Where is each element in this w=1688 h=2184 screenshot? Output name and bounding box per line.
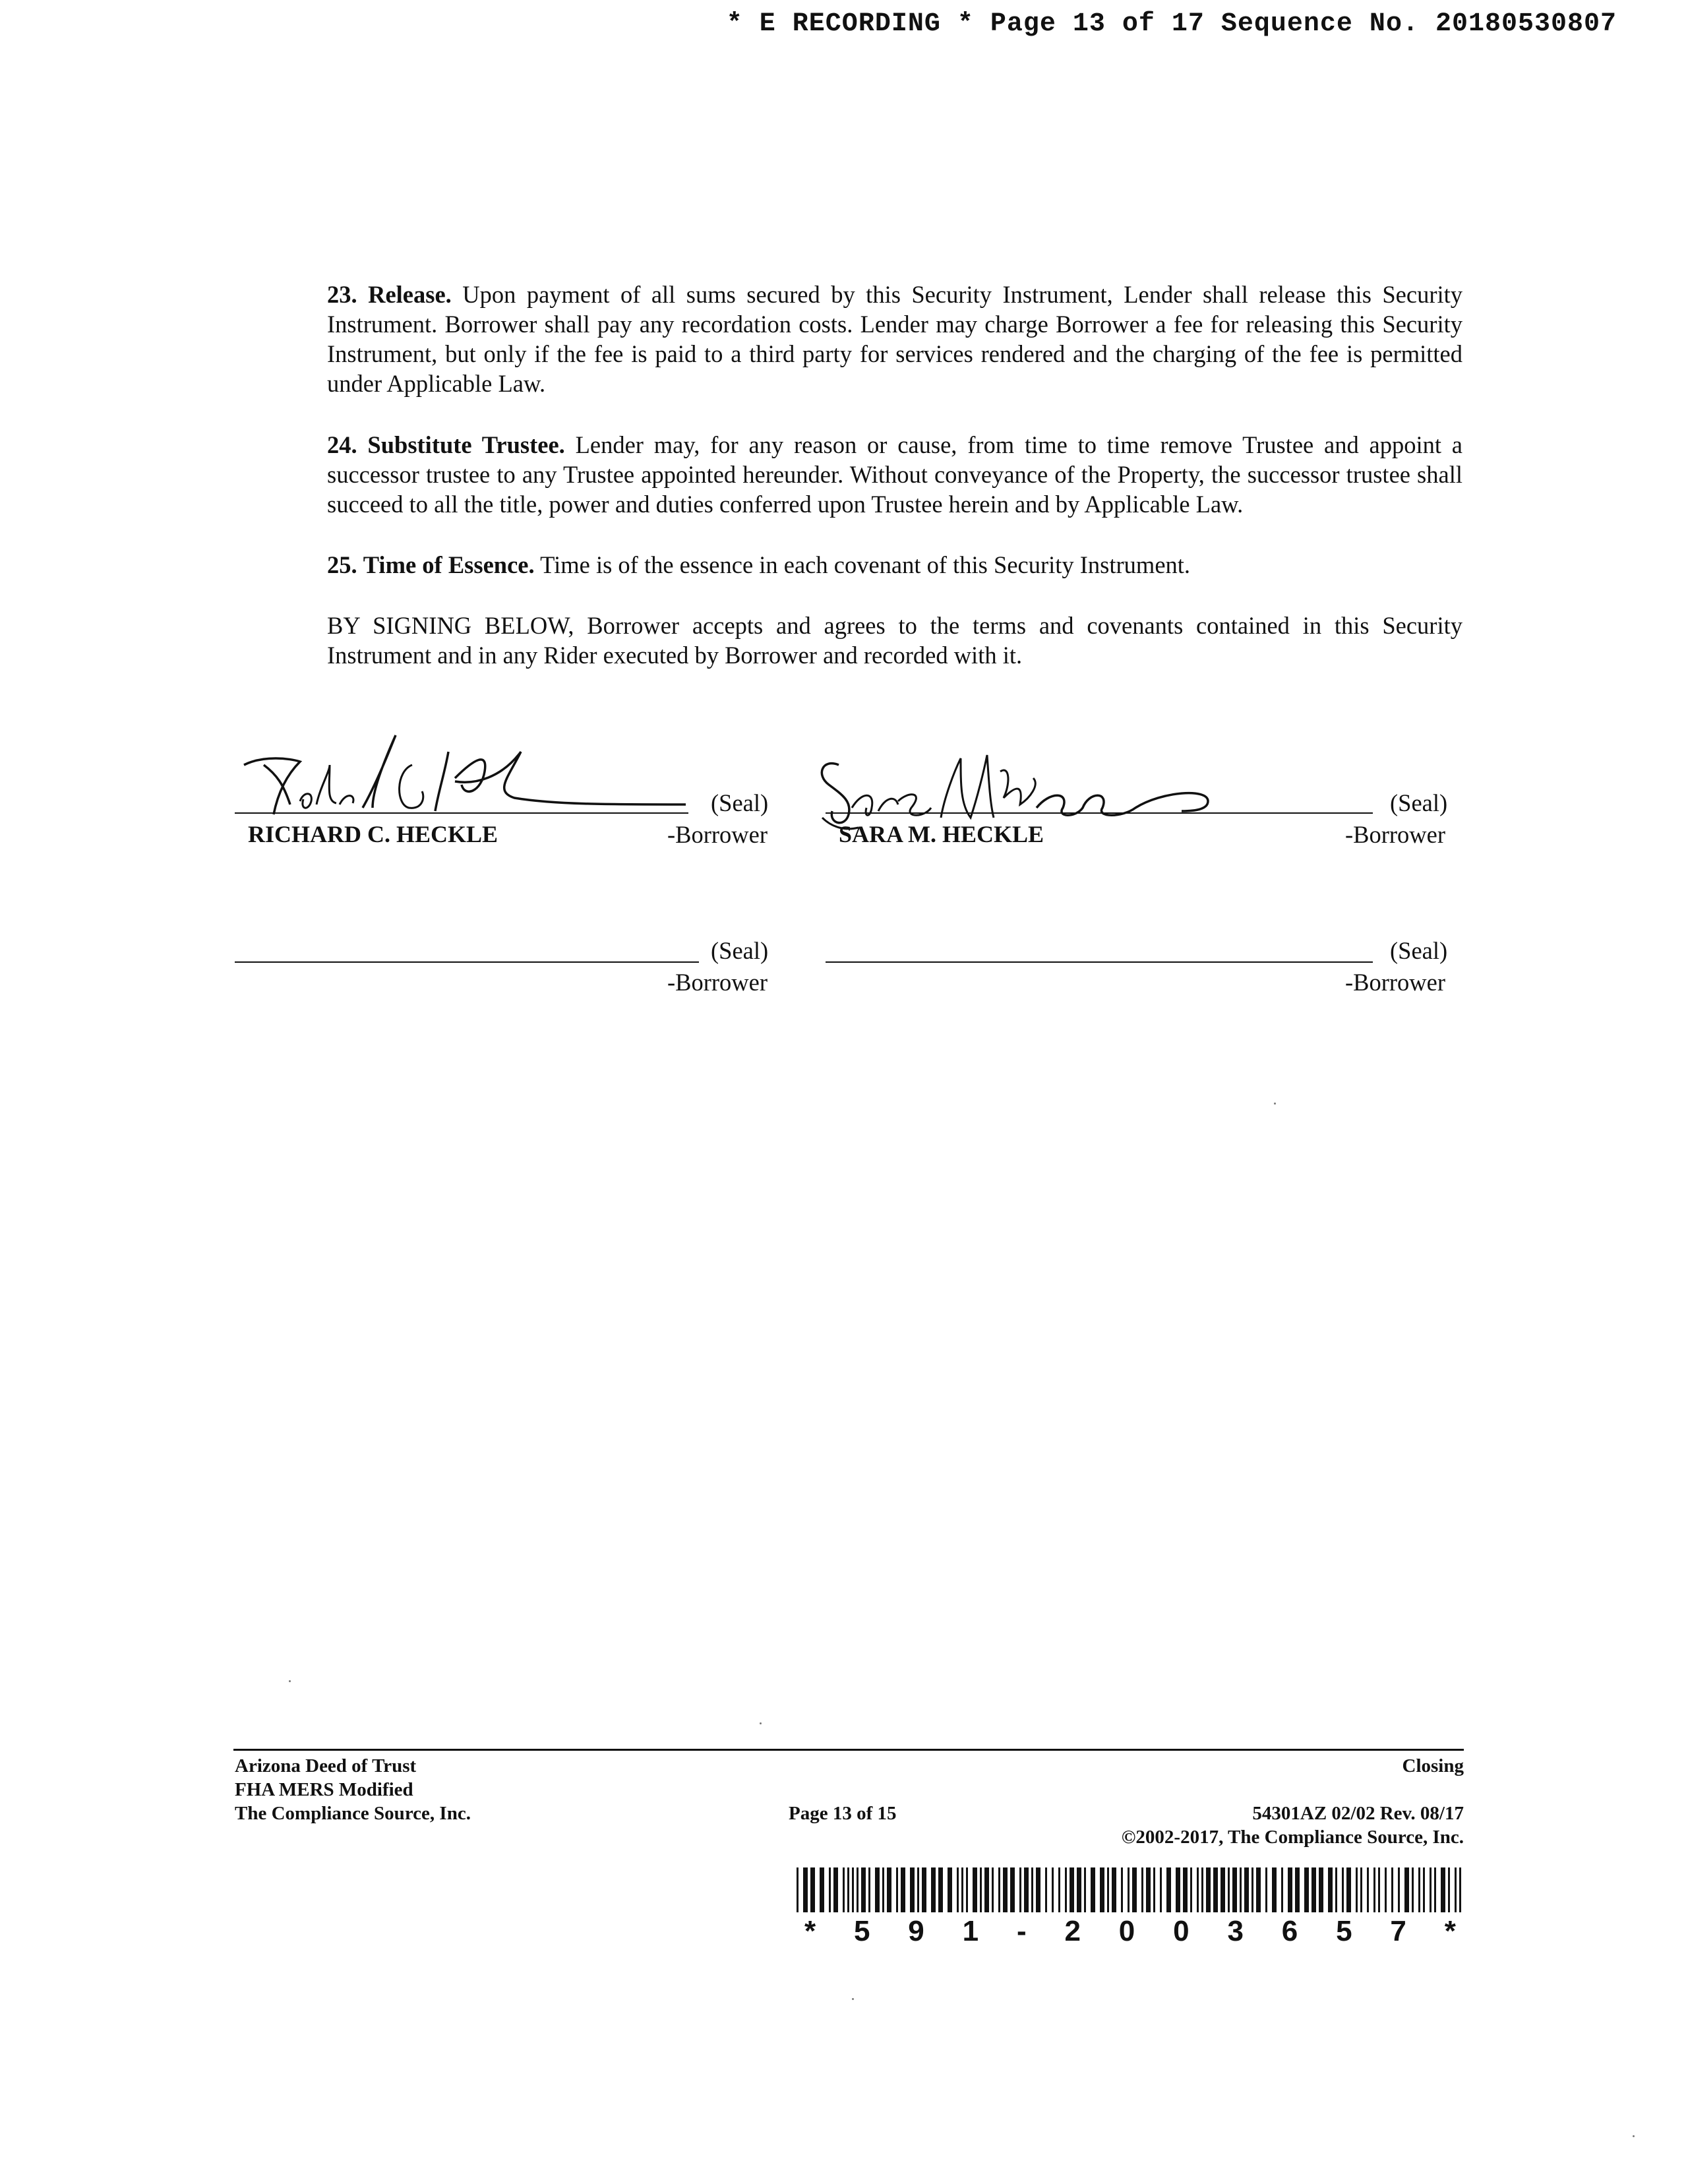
barcode-bar [1183,1867,1188,1912]
barcode-bar [803,1867,808,1912]
signer-role: -Borrower [667,969,768,996]
scan-speck [1274,1103,1276,1105]
section-text: Upon payment of all sums secured by this Security Instrument, Lender shall release this Security Instrument. Borrower shall pay any recordation costs. Lender may charge Borrower a fee for releasing this Security Instrument, but only if the fee is paid to a third party for services rendered and the charging of the fee is permitted under Applicable Law. [327,281,1463,397]
barcode-character: 0 [1118,1915,1135,1947]
barcode-bar [875,1867,880,1912]
barcode-bar [1328,1867,1333,1912]
footer-rule [233,1749,1464,1751]
barcode-bar [1190,1867,1192,1912]
footer-closing: Closing [1402,1755,1464,1776]
section-number: 24. [327,431,357,458]
barcode-character: 0 [1173,1915,1190,1947]
barcode-bar [810,1867,815,1912]
barcode-bar [973,1867,977,1912]
recording-stamp: * E RECORDING * Page 13 of 17 Sequence No. 20180530807 [726,9,1617,39]
barcode-bar [1010,1867,1015,1912]
barcode-bar [1213,1867,1218,1912]
barcode-bar [1412,1867,1414,1912]
barcode-bar [1003,1867,1008,1912]
scan-speck [289,1680,291,1682]
barcode-bar [1423,1867,1425,1912]
footer-form-title: Arizona Deed of Trust [235,1755,417,1776]
footer-right [1122,1802,1464,1849]
barcode-bar [1024,1867,1029,1912]
barcode-bar [1295,1867,1300,1912]
barcode-bars [795,1867,1465,1914]
barcode-bar [1272,1867,1277,1912]
closing-statement-text: BY SIGNING BELOW, Borrower accepts and agrees to the terms and covenants contained in this Security Instrument and in any Rider executed by Borrower and recorded with it. [327,612,1462,669]
barcode-bar [857,1867,859,1912]
barcode-bar [1019,1867,1021,1912]
signature-line [235,961,699,963]
footer-form-subtitle: FHA MERS Modified [235,1779,413,1800]
barcode-bar [896,1867,898,1912]
barcode-bar [1448,1867,1450,1912]
barcode-bar [861,1867,866,1912]
barcode-bar [1141,1867,1143,1912]
barcode-bar [1404,1867,1409,1912]
barcode-bar [1319,1867,1323,1912]
barcode-bar [1378,1867,1380,1912]
barcode-bar [1335,1867,1337,1912]
barcode-bar [910,1867,915,1912]
barcode-bar [1244,1867,1249,1912]
barcode-bar [1160,1867,1162,1912]
barcode-character: 6 [1281,1915,1298,1947]
signer-role: -Borrower [667,821,768,848]
barcode-bar [797,1867,799,1912]
barcode-bar [1311,1867,1316,1912]
barcode-bar [1201,1867,1203,1912]
signature-line [235,812,688,814]
barcode-bar [887,1867,891,1912]
barcode-human-readable [795,1915,1465,1948]
barcode-bar [829,1867,831,1912]
footer-form-code: 54301AZ 02/02 Rev. 08/17 [1252,1803,1464,1824]
barcode-bar [1153,1867,1155,1912]
section-number: 23. [327,281,357,308]
barcode-bar [1121,1867,1123,1912]
barcode-character: 5 [1336,1915,1352,1947]
barcode-bar [852,1867,854,1912]
signer-role: -Borrower [1345,969,1446,996]
scan-speck [1633,2135,1635,2137]
barcode-bar [984,1867,989,1912]
barcode-character: 3 [1227,1915,1244,1947]
barcode-bar [1281,1867,1283,1912]
barcode-bar [1360,1867,1362,1912]
scan-speck [852,1998,854,2000]
barcode-character: 5 [853,1915,870,1947]
section-substitute-trustee [235,430,1462,519]
barcode-bar [998,1867,1000,1912]
barcode-bar [1385,1867,1387,1912]
barcode-bar [843,1867,845,1912]
barcode-bar [938,1867,943,1912]
barcode-bar [1256,1867,1261,1912]
barcode-bar [917,1867,919,1912]
barcode-bar [847,1867,849,1912]
signer-role: -Borrower [1345,821,1446,848]
barcode-bar [1232,1867,1237,1912]
seal-label: (Seal) [711,789,769,816]
footer-publisher: The Compliance Source, Inc. [235,1803,471,1824]
barcode-bar [1206,1867,1211,1912]
barcode-bar [922,1867,926,1912]
section-title: Time of Essence. [363,551,535,578]
barcode-bar [957,1867,959,1912]
barcode-bar [1107,1867,1109,1912]
barcode-bar [1228,1867,1230,1912]
richard-signature-image [237,725,699,824]
barcode-bar [1455,1867,1457,1912]
section-text: Lender may, for any reason or cause, from time to time remove Trustee and appoint a successor trustee to any Trustee appointed hereunder. Without conveyance of the Property, the successor trustee shall succeed to all the title, power and duties conferred upon Trustee herein and by Applicable Law. [327,431,1462,518]
barcode-bar [1342,1867,1344,1912]
barcode-bar [1031,1867,1033,1912]
barcode-bar [1251,1867,1253,1912]
barcode-bar [1036,1867,1040,1912]
barcode-bar [1373,1867,1375,1912]
barcode-bar [1441,1867,1445,1912]
signature-line [826,812,1373,814]
barcode-bar [1052,1867,1054,1912]
barcode-bar [1430,1867,1432,1912]
barcode-bar [961,1867,963,1912]
barcode-character: * [1444,1915,1456,1947]
footer-left [235,1754,471,1825]
barcode-bar [966,1867,968,1912]
barcode-bar [1221,1867,1225,1912]
barcode-bar [1065,1867,1067,1912]
barcode-bar [1084,1867,1086,1912]
section-title: Release. [368,281,452,308]
barcode-bar [1459,1867,1461,1912]
barcode-bar [1288,1867,1292,1912]
barcode-bar [1070,1867,1074,1912]
footer-page-label: Page 13 of 15 [789,1803,897,1824]
barcode-bar [1265,1867,1267,1912]
seal-label: (Seal) [711,937,769,964]
barcode-bar [948,1867,952,1912]
barcode-bar [1398,1867,1400,1912]
barcode-bar [1100,1867,1104,1912]
barcode-bar [931,1867,936,1912]
section-text: Time is of the essence in each covenant of this Security Instrument. [540,551,1191,578]
barcode-bar [1240,1867,1242,1912]
barcode-character: 1 [962,1915,979,1947]
signer-name: SARA M. HECKLE [839,821,1044,847]
barcode-bar [1356,1867,1358,1912]
barcode [795,1867,1465,1947]
section-time-of-essence [235,550,1462,580]
barcode-bar [1091,1867,1095,1912]
barcode-character: * [804,1915,816,1947]
barcode-bar [1367,1867,1369,1912]
barcode-bar [1434,1867,1436,1912]
barcode-bar [1146,1867,1151,1912]
closing-statement [235,611,1462,670]
barcode-bar [882,1867,884,1912]
barcode-bar [1132,1867,1137,1912]
barcode-character: 9 [908,1915,924,1947]
barcode-bar [1304,1867,1309,1912]
seal-label: (Seal) [1390,789,1448,816]
barcode-bar [1077,1867,1081,1912]
barcode-character: - [1016,1915,1027,1947]
barcode-character: 2 [1064,1915,1081,1947]
section-number: 25. [327,551,357,578]
barcode-bar [1418,1867,1420,1912]
barcode-bar [1128,1867,1130,1912]
section-release [235,280,1462,398]
barcode-bar [980,1867,982,1912]
barcode-bar [1112,1867,1116,1912]
barcode-bar [1346,1867,1351,1912]
seal-label: (Seal) [1390,937,1448,964]
signer-name: RICHARD C. HECKLE [248,821,498,847]
signature-line [826,961,1373,963]
scan-speck [760,1722,762,1724]
barcode-bar [1058,1867,1060,1912]
section-title: Substitute Trustee. [367,431,565,458]
footer-copyright: ©2002-2017, The Compliance Source, Inc. [1121,1827,1464,1848]
barcode-bar [992,1867,994,1912]
barcode-bar [901,1867,905,1912]
barcode-character: 7 [1390,1915,1406,1947]
barcode-bar [868,1867,870,1912]
barcode-bar [1045,1867,1047,1912]
barcode-bar [820,1867,824,1912]
barcode-bar [1166,1867,1171,1912]
barcode-bar [1391,1867,1393,1912]
barcode-bar [1176,1867,1180,1912]
barcode-bar [1197,1867,1199,1912]
barcode-bar [833,1867,838,1912]
